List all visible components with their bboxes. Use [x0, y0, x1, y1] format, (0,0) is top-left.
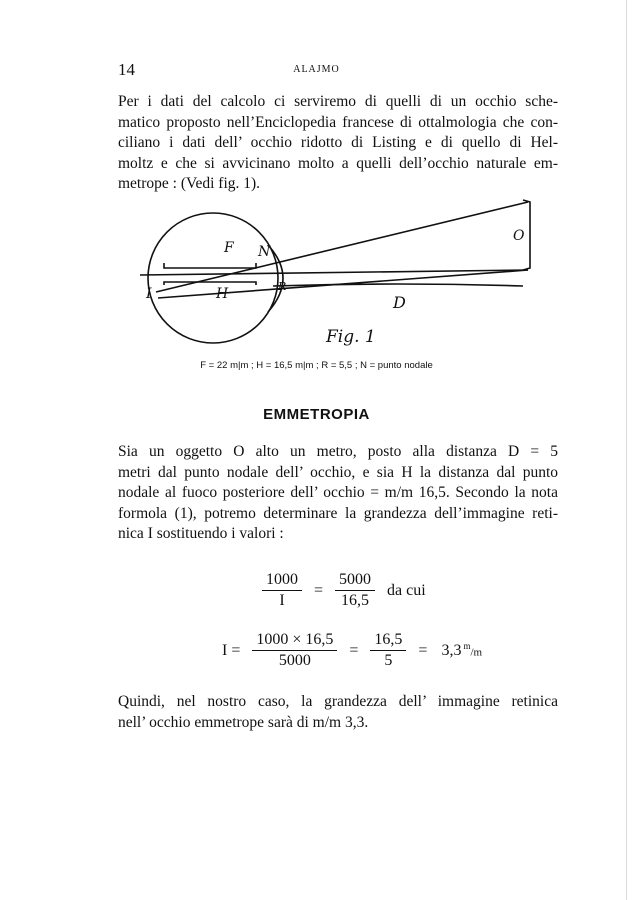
F-bracket — [164, 263, 256, 268]
conclusion-paragraph — [118, 692, 558, 733]
denominator: I — [279, 592, 285, 609]
equals-sign: = — [314, 581, 324, 599]
label-R: R — [278, 280, 287, 293]
conclusion-line: nell’ occhio emmetrope sarà di m/m 3,3. — [118, 713, 369, 731]
intro-paragraph — [118, 92, 558, 195]
cornea-lens — [268, 245, 283, 312]
intro-line: Per i dati del calcolo ci serviremo di quelli di un occhio sche- — [118, 93, 558, 110]
section-line: metri dal punto nodale dell’ occhio, e sia H la distanza dal punto — [118, 463, 558, 481]
running-head: ALAJMO — [293, 64, 340, 75]
label-D: D — [393, 293, 406, 312]
label-N: N — [258, 244, 271, 260]
page-number: 14 — [118, 60, 135, 79]
numerator: 16,5 — [370, 630, 406, 651]
figure-caption: F = 22 m|m ; H = 16,5 m|m ; R = 5,5 ; N = punto nodale — [200, 360, 433, 371]
section-line: Sia un oggetto O alto un metro, posto alla distanza D = 5 — [118, 443, 558, 460]
equation-2 — [214, 630, 482, 671]
fraction — [252, 630, 337, 671]
figure-title: Fig. 1 — [326, 327, 376, 347]
section-line: formola (1), potremo determinare la grandezza dell’immagine reti- — [118, 504, 558, 522]
equals-sign: = — [349, 641, 359, 659]
page-edge — [626, 0, 627, 900]
unit-sub: /m — [470, 646, 483, 659]
section-line: nica I sostituendo i valori : — [118, 525, 284, 542]
upper-ray — [156, 202, 528, 292]
intro-line: ciliano i dati dell’ occhio ridotto di Listing e di quello di Hel- — [118, 134, 558, 151]
numerator: 1000 × 16,5 — [252, 630, 337, 651]
label-O: O — [513, 228, 525, 244]
denominator: 5 — [384, 652, 393, 669]
fraction — [335, 570, 375, 611]
equation-1 — [262, 570, 434, 611]
conclusion-line: Quindi, nel nostro caso, la grandezza dell’ immagine retinica — [118, 693, 558, 710]
fraction — [370, 630, 406, 671]
equals-sign: = — [418, 641, 428, 659]
intro-line: metrope : (Vedi fig. 1). — [118, 175, 261, 192]
fraction — [262, 570, 302, 611]
denominator: 16,5 — [341, 592, 370, 609]
intro-line: moltz e che si avvicinano molto a quelli dell’occhio naturale em- — [118, 154, 558, 172]
label-I: I — [146, 286, 152, 302]
equation-suffix: da cui — [387, 581, 426, 599]
section-line: nodale al fuoco posteriore dell’ occhio = m/m 16,5. Secondo la nota — [118, 484, 558, 501]
numerator: 1000 — [262, 570, 302, 591]
label-H: H — [216, 286, 229, 302]
equation-lhs: I = — [222, 641, 241, 659]
section-paragraph — [118, 442, 558, 545]
D-brace — [273, 284, 523, 286]
denominator: 5000 — [278, 652, 311, 669]
result-value: 3,3 — [441, 641, 462, 659]
numerator: 5000 — [335, 570, 375, 591]
H-bracket — [164, 282, 256, 285]
unit-sup: m — [463, 640, 471, 651]
eye-diagram — [128, 190, 548, 355]
label-F: F — [224, 240, 234, 256]
intro-line: matico proposto nell’Enciclopedia francese di ottalmologia che con- — [118, 113, 558, 131]
section-heading: EMMETROPIA — [263, 406, 370, 423]
